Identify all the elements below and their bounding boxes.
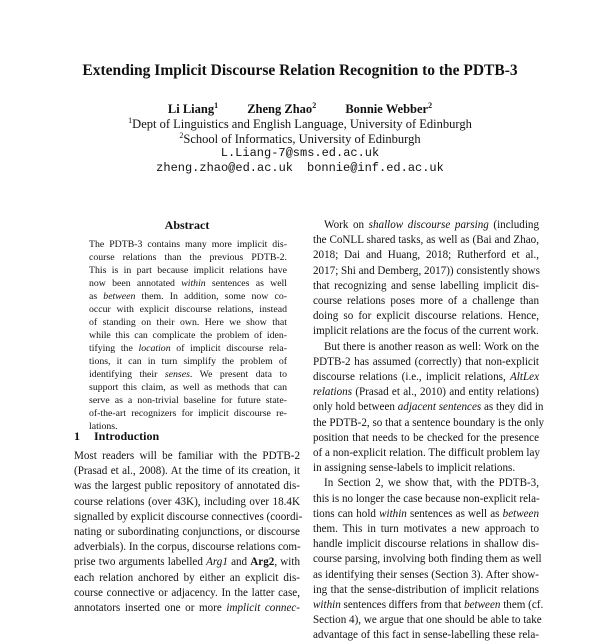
text-line: lations. <box>89 421 118 432</box>
text-line: the PDTB-2, so that a sentence boundary is the only <box>313 416 545 429</box>
abstract-body <box>89 238 287 433</box>
paper-title: Extending Implicit Discourse Relation Recognition to the PDTB-3 <box>82 62 518 79</box>
text-line: was the largest public repository of annotated dis- <box>74 480 300 493</box>
text-line: adverbials). In the corpus, discourse relations com- <box>74 541 301 554</box>
text-line: the CoNLL shared tasks, as well as (Bai and Zhao, <box>313 234 539 247</box>
email-line-1: L.Liang-7@sms.ed.ac.uk <box>220 146 380 160</box>
text-line: implicit relations are the focus of the current work. <box>313 325 539 338</box>
text-line: now been annotated within sentences as well <box>89 278 287 289</box>
text-line: that recognizing and sense labelling implicit dis- <box>313 279 539 292</box>
text-line: identifying their senses. We present data to <box>89 369 287 380</box>
text-line: serve as a non-trivial baseline for future state- <box>89 395 287 406</box>
text-line: prise two arguments labelled Arg1 and Arg2, with <box>74 556 300 569</box>
text-line: of a non-explicit relation. The difficult problem lay <box>313 447 540 460</box>
text-line: PDTB-2 has assumed (correctly) that non-explicit <box>313 355 539 368</box>
text-line: tifying the location of implicit discourse rela- <box>89 343 287 354</box>
text-line: This is in part because implicit relations have <box>89 265 287 276</box>
text-line: this is no longer the case because non-explicit rela- <box>313 492 540 505</box>
text-line: annotators inserted one or more implicit connec- <box>74 602 300 615</box>
text-line: But there is another reason as well: Work on the <box>324 340 539 353</box>
text-line: The PDTB-3 contains many more implicit dis- <box>89 239 287 250</box>
text-line: in assigning sense-labels to implicit relations. <box>313 462 516 475</box>
section-heading-introduction: 1 Introduction <box>74 429 160 443</box>
abstract-heading: Abstract <box>164 218 210 232</box>
right-column-body <box>313 218 545 644</box>
text-line: Section 4), we argue that one should be able to take <box>313 614 542 627</box>
text-line: course parsing, involving both finding them as well <box>313 553 542 566</box>
text-line: tions can hold within sentences as well as between <box>313 507 539 520</box>
text-line: position that needs to be checked for the presence <box>313 431 539 444</box>
affiliation-2: $^2$School of Informatics, University of Edinburgh <box>179 131 421 147</box>
text-line: tions, it can in turn simplify the problem of <box>89 356 287 367</box>
text-line: occur with explicit discourse relations, instead <box>89 304 287 315</box>
text-line: course relations (over 43K), including over 18.4K <box>74 495 300 508</box>
left-column-body <box>74 449 303 616</box>
text-line: while this can complicate the problem of iden- <box>89 330 287 341</box>
text-line: of standing on their own. Here we show that <box>89 317 287 328</box>
text-line: course connective or adjacency. In the latter case, <box>74 586 300 599</box>
author-1: Li Liang$^1$ <box>167 101 219 117</box>
text-line: as identifying their senses (Section 3). After show- <box>313 568 539 581</box>
text-line: each relation anchored by either an explicit dis- <box>74 571 300 584</box>
text-line: advantage of this fact in sense-labelling these rela- <box>313 629 539 642</box>
author-list <box>0 101 600 117</box>
text-line: only hold between adjacent sentences as they did in <box>313 401 544 414</box>
text-line: (Prasad et al., 2008). At the time of its creation, it <box>74 465 300 478</box>
text-line: support this claim, as well as methods that can <box>89 382 287 393</box>
author-2: Zheng Zhao$^2$ <box>247 101 317 117</box>
email-zhao: zheng.zhao@ed.ac.uk <box>156 161 293 175</box>
text-line: nating or subordinating conjunctions, or discourse <box>74 526 300 539</box>
text-line: 2017; Shi and Demberg, 2017)) consistently shows <box>313 264 540 277</box>
text-line: doing so for explicit discourse relations. Hence, <box>313 310 539 323</box>
text-line: within sentences differs from that between them (cf. <box>313 599 544 612</box>
affiliation-1: $^1$Dept of Linguistics and English Language, University of Edinburgh <box>128 116 472 132</box>
text-line: 2018; Dai and Huang, 2018; Rutherford et al., <box>313 249 539 262</box>
text-line: as between them. In addition, some now co- <box>89 291 287 302</box>
text-line: signalled by explicit discourse connectives (coordi- <box>74 510 303 523</box>
text-line: of-the-art recognizers for implicit discourse re- <box>89 408 287 419</box>
text-line: relations (Prasad et al., 2010) and entity relations) <box>313 386 539 399</box>
text-line: discourse relations (i.e., implicit relations, AltLex <box>313 371 539 384</box>
text-line: course relations than the previous PDTB-2. <box>89 252 287 263</box>
text-line: handle implicit discourse relations in shallow dis- <box>313 538 539 551</box>
author-3: Bonnie Webber$^2$ <box>345 101 433 117</box>
text-line: them. This in turn motivates a new approach to <box>313 523 539 536</box>
email-webber: bonnie@inf.ed.ac.uk <box>307 161 444 175</box>
text-line: course relations poses more of a challenge than <box>313 295 539 308</box>
email-line-2 <box>0 161 600 175</box>
text-line: Most readers will be familiar with the PDTB-2 <box>74 450 300 462</box>
text-line: Work on shallow discourse parsing (including <box>324 219 539 231</box>
text-line: ing that the sense-distribution of implicit relations <box>313 583 539 596</box>
text-line: In Section 2, we show that, with the PDTB-3, <box>324 477 539 490</box>
